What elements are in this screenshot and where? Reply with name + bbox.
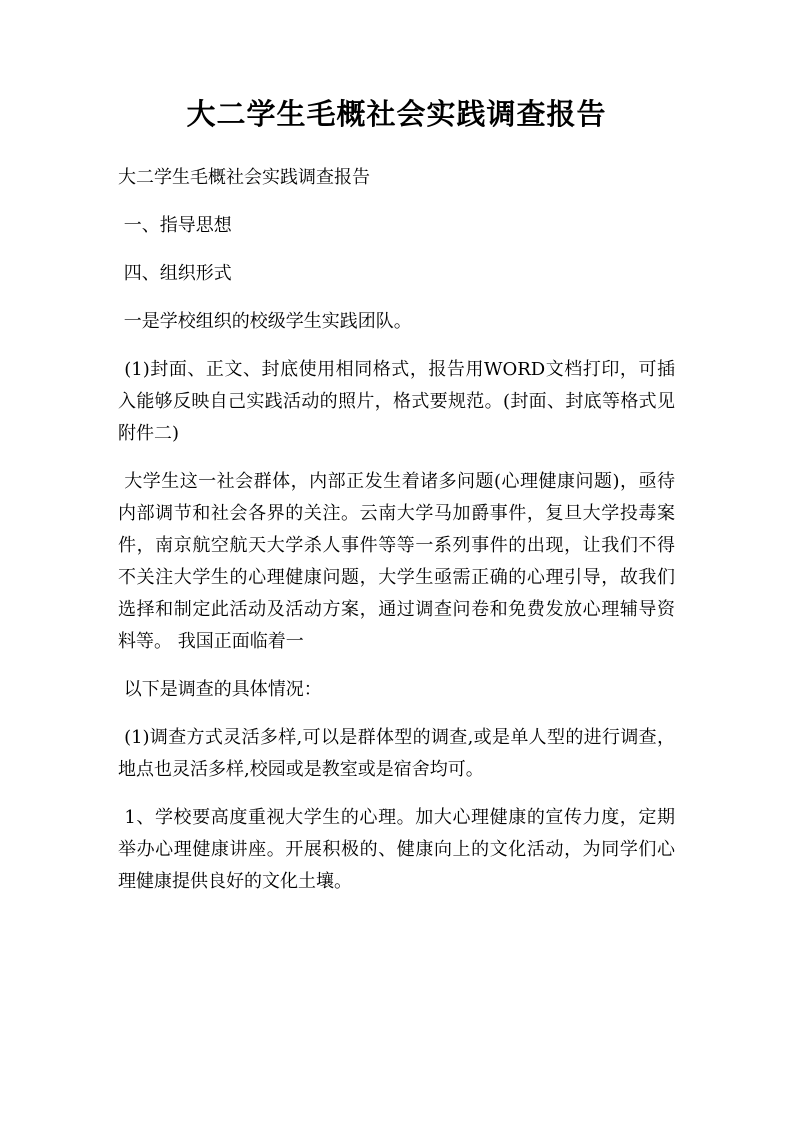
paragraph-recommendation-1: 1、学校要高度重视大学生的心理。加大心理健康的宣传力度，定期举办心理健康讲座。开展积极的、健康向上的文化活动，为同学们心理健康提供良好的文化土壤。 <box>118 807 675 892</box>
paragraph-guiding-principle-heading: 一、指导思想 <box>118 215 232 236</box>
paragraph-background: 大学生这一社会群体，内部正发生着诸多问题(心理健康问题)，亟待内部调节和社会各界的关注。云南大学马加爵事件，复旦大学投毒案件，南京航空航天大学杀人事件等等一系列事件的出现，让我们不得不关注大学生的心理健康问题，大学生亟需正确的心理引导，故我们选择和制定此活动及活动方案，通过调查问卷和免费发放心理辅导资料等。 我国正面临着一 <box>118 471 675 652</box>
document-title: 大二学生毛概社会实践调查报告 <box>186 97 607 131</box>
paragraph-organization-form-heading: 四、组织形式 <box>118 263 232 284</box>
paragraph-school-team: 一是学校组织的校级学生实践团队。 <box>118 311 412 332</box>
paragraph-survey-method: (1)调查方式灵活多样,可以是群体型的调查,或是单人型的进行调查，地点也灵活多样,校园或是教室或是宿舍均可。 <box>118 727 675 780</box>
paragraph-subtitle: 大二学生毛概社会实践调查报告 <box>118 167 370 188</box>
paragraph-survey-intro: 以下是调查的具体情况： <box>118 679 322 700</box>
paragraph-format-requirements: (1)封面、正文、封底使用相同格式，报告用WORD文档打印，可插入能够反映自己实践活动的照片，格式要规范。(封面、封底等格式见附件二) <box>118 359 675 444</box>
